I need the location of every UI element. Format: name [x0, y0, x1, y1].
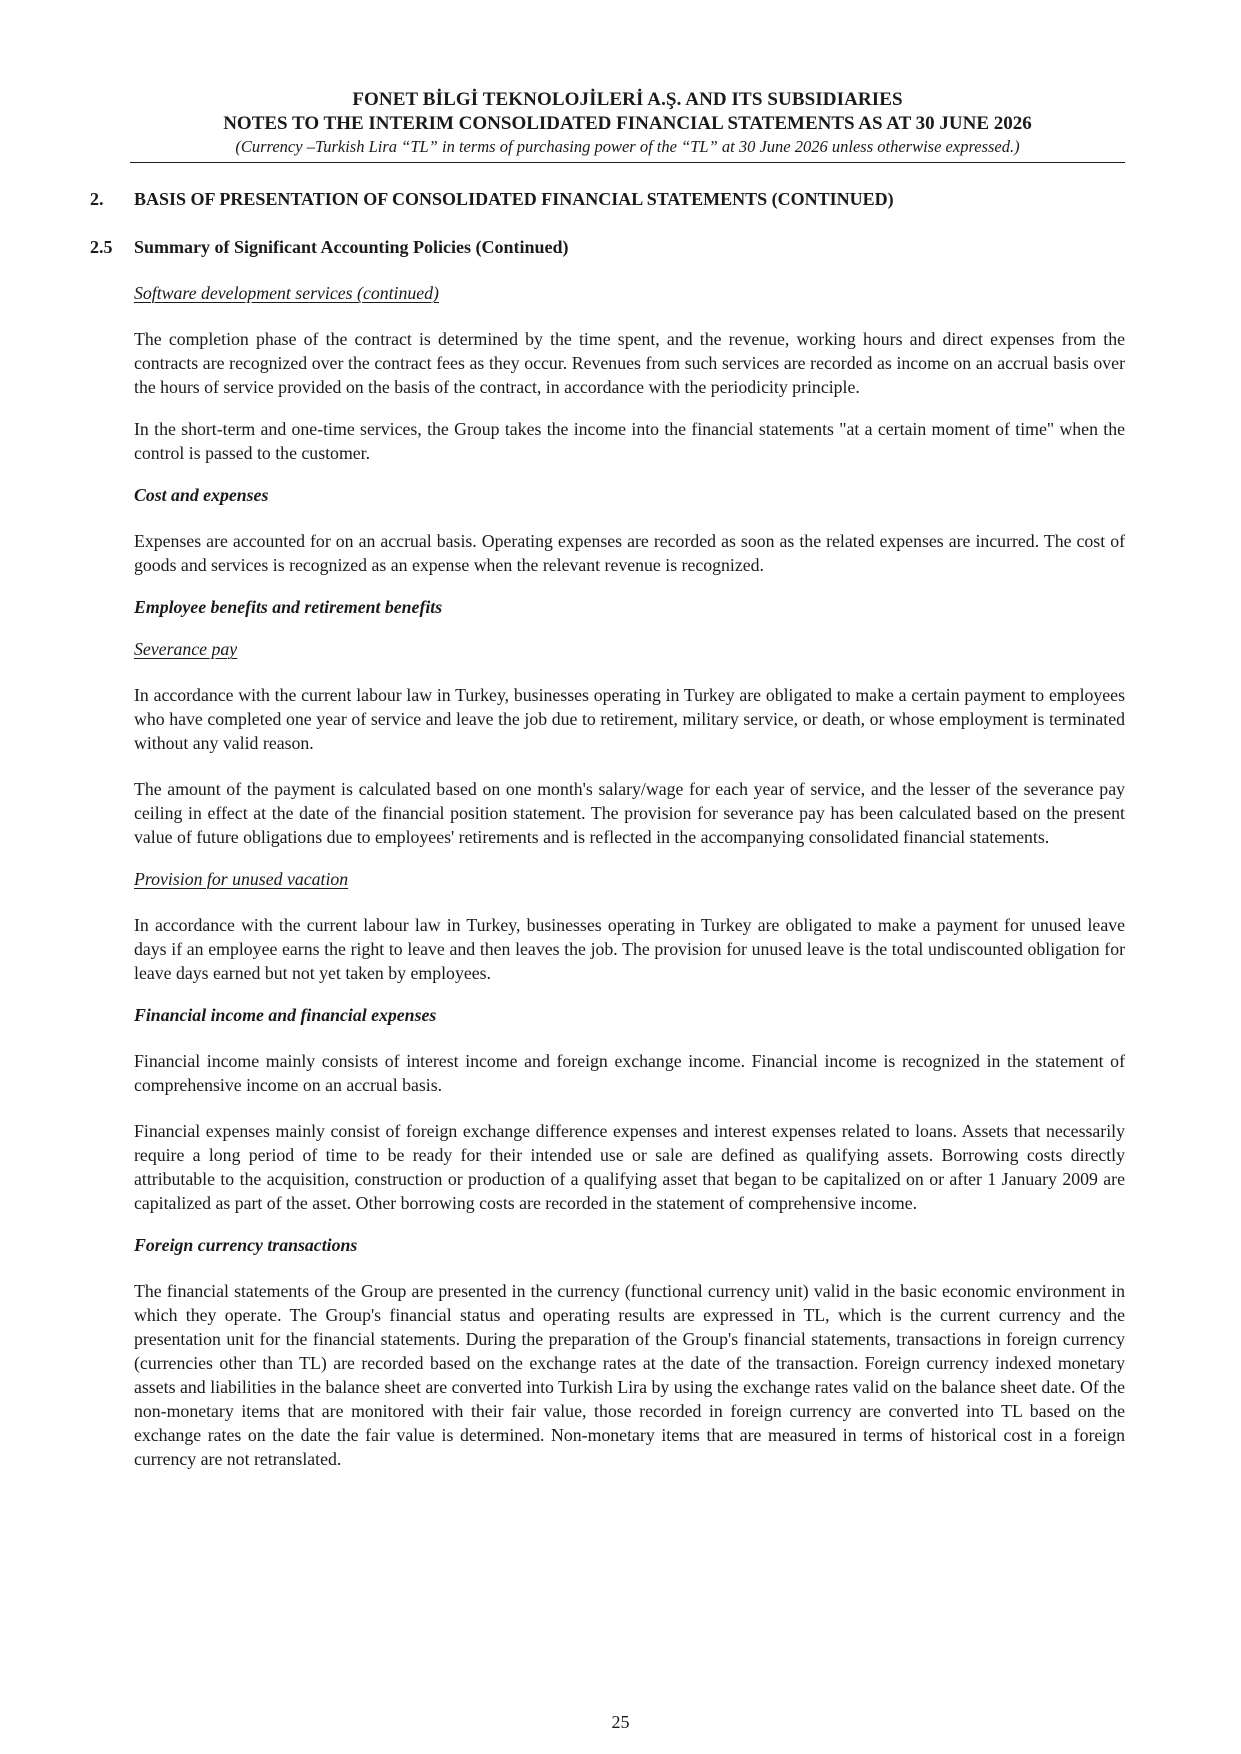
financial-income-title: Financial income and financial expenses: [134, 1005, 437, 1025]
unused-vacation-title: Provision for unused vacation: [134, 869, 349, 889]
page-header: [130, 88, 1125, 158]
financial-paragraph-2: Financial expenses mainly consist of foreign exchange difference expenses and interest expenses related to loans. Assets that necessarily require a long period of time to be ready for their intended use or sale are defined as qualifying assets. Borrowing costs directly attributable to the acquisition, construction or production of a qualifying asset that began to be capitalized on or after 1 January 2009 are capitalized as part of the asset. Other borrowing costs are recorded in the statement of comprehensive income.: [134, 1121, 1125, 1213]
statement-title: NOTES TO THE INTERIM CONSOLIDATED FINANCIAL STATEMENTS AS AT 30 JUNE 2026: [223, 113, 1032, 134]
foreign-currency-title: Foreign currency transactions: [134, 1235, 358, 1255]
page-content: [90, 187, 1125, 1471]
foreign-currency-paragraph-1: The financial statements of the Group are presented in the currency (functional currency unit) valid in the basic economic environment in which they operate. The Group's financial status and operating results are expressed in TL, which is the current currency and the presentation unit for the financial statements. During the preparation of the Group's financial statements, transactions in foreign currency (currencies other than TL) are recorded based on the exchange rates at the date of the transaction. Foreign currency indexed monetary assets and liabilities in the balance sheet are converted into Turkish Lira by using the exchange rates valid on the balance sheet date. Of the non-monetary items that are monitored with their fair value, those recorded in foreign currency are converted into TL based on the exchange rates on the date the fair value is determined. Non-monetary items that are measured in terms of historical cost in a foreign currency are not retranslated.: [134, 1281, 1125, 1469]
currency-note: (Currency –Turkish Lira “TL” in terms of purchasing power of the “TL” at 30 June 2026 unless otherwise expressed.): [235, 137, 1020, 156]
section-title: BASIS OF PRESENTATION OF CONSOLIDATED FINANCIAL STATEMENTS (CONTINUED): [134, 189, 894, 209]
severance-paragraph-1: In accordance with the current labour law in Turkey, businesses operating in Turkey are obligated to make a certain payment to employees who have completed one year of service and leave the job due to retirement, military service, or death, or whose employment is terminated without any valid reason.: [134, 685, 1125, 753]
severance-pay-title: Severance pay: [134, 639, 238, 659]
subsection-number: 2.5: [90, 237, 113, 257]
cost-paragraph-1: Expenses are accounted for on an accrual basis. Operating expenses are recorded as soon as the related expenses are incurred. The cost of goods and services is recognized as an expense when the relevant revenue is recognized.: [134, 531, 1125, 575]
section-heading: [90, 187, 1125, 211]
vacation-paragraph-1: In accordance with the current labour law in Turkey, businesses operating in Turkey are obligated to make a payment for unused leave days if an employee earns the right to leave and then leaves the job. The provision for unused leave is the total undiscounted obligation for leave days earned but not yet taken by employees.: [134, 915, 1125, 983]
employee-benefits-title: Employee benefits and retirement benefits: [134, 597, 443, 617]
financial-paragraph-1: Financial income mainly consists of interest income and foreign exchange income. Financial income is recognized in the statement of comprehensive income on an accrual basis.: [134, 1051, 1125, 1095]
severance-paragraph-2: The amount of the payment is calculated based on one month's salary/wage for each year of service, and the lesser of the severance pay ceiling in effect at the date of the financial position statement. The provision for severance pay has been calculated based on the present value of future obligations due to employees' retirements and is reflected in the accompanying consolidated financial statements.: [134, 779, 1125, 847]
header-divider: [130, 162, 1125, 163]
software-paragraph-1: The completion phase of the contract is determined by the time spent, and the revenue, working hours and direct expenses from the contracts are recognized over the contract fees as they occur. Revenues from such services are recorded as income on an accrual basis over the hours of service provided on the basis of the contract, in accordance with the periodicity principle.: [134, 329, 1125, 397]
cost-expenses-title: Cost and expenses: [134, 485, 269, 505]
section-body: [134, 281, 1125, 1471]
software-development-title: Software development services (continued): [134, 283, 439, 303]
subsection-title: Summary of Significant Accounting Policies (Continued): [134, 237, 569, 257]
subsection-heading: [90, 235, 1125, 259]
software-paragraph-2: In the short-term and one-time services, the Group takes the income into the financial statements "at a certain moment of time" when the control is passed to the customer.: [134, 419, 1125, 463]
section-number: 2.: [90, 189, 104, 209]
company-name: FONET BİLGİ TEKNOLOJİLERİ A.Ş. AND ITS SUBSIDIARIES: [352, 89, 903, 110]
page-number: 25: [611, 1712, 630, 1732]
